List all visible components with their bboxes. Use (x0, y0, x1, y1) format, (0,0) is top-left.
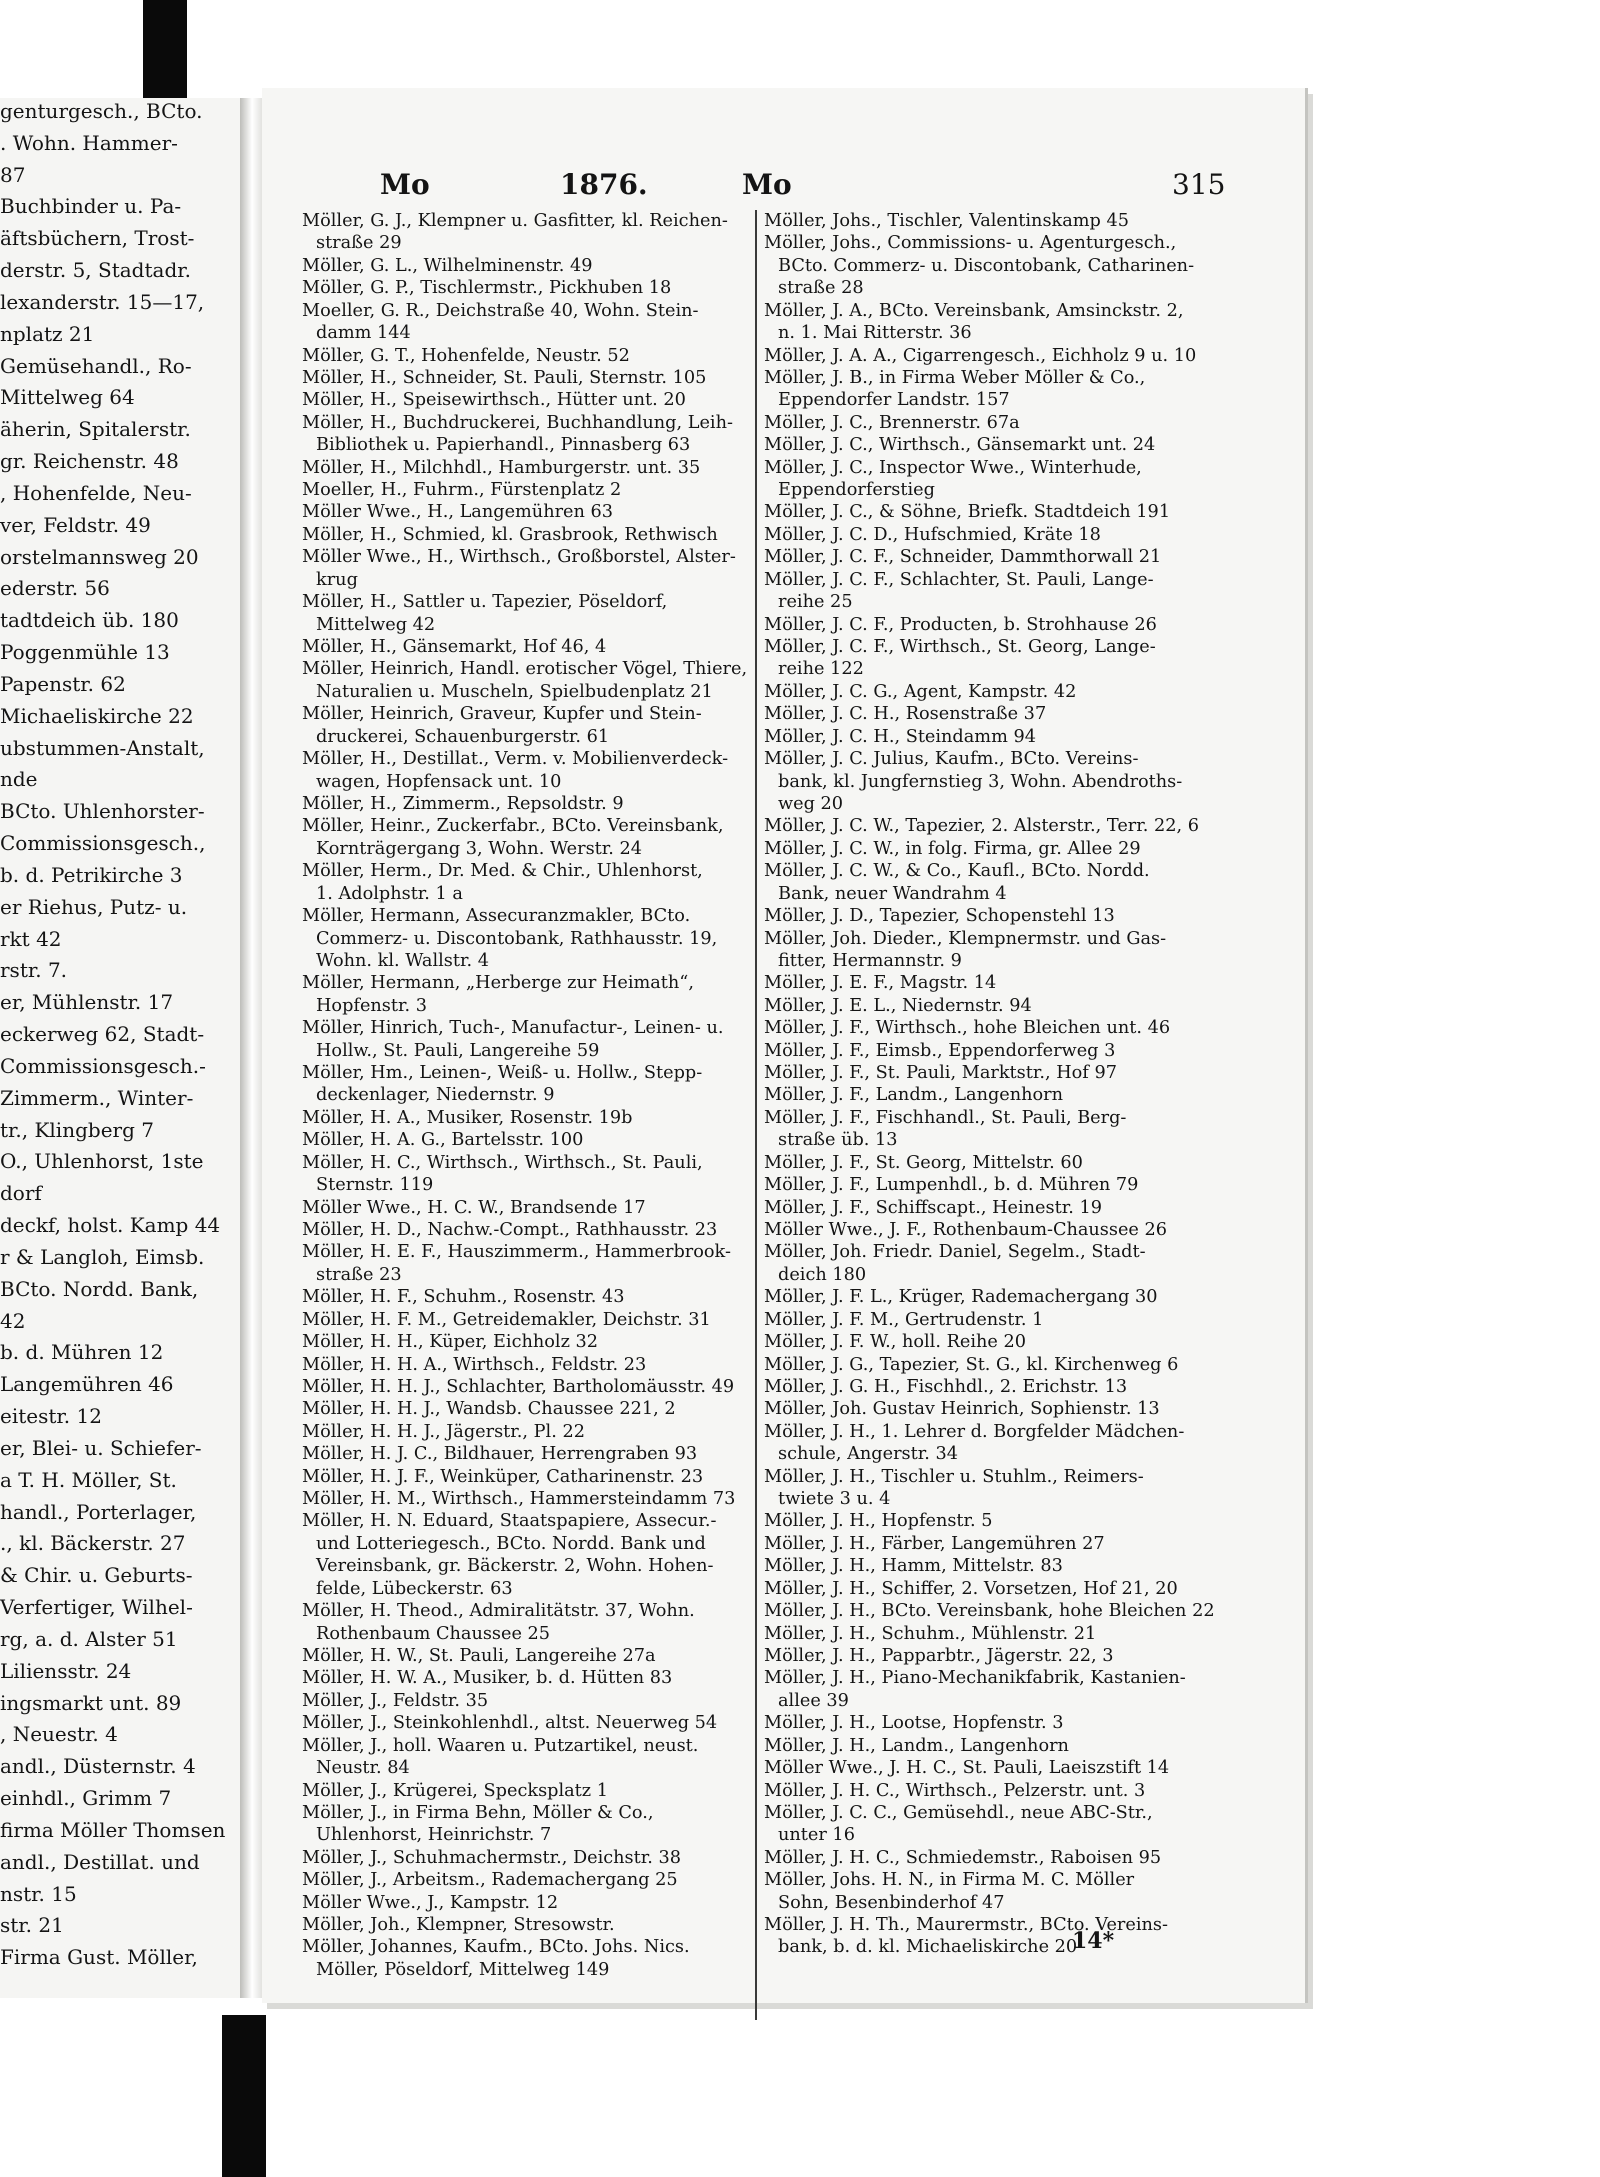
page-edge-dark-top (143, 0, 187, 98)
directory-entry: Möller, Joh., Klempner, Stresowstr. (302, 1915, 615, 1936)
entry-continuation: druckerei, Schauenburgerstr. 61 (316, 726, 610, 747)
left-page-line: Zimmerm., Winter- (0, 1086, 194, 1110)
directory-entry: Möller, J. C. F., Schlachter, St. Pauli, Lange- (764, 569, 1154, 590)
directory-entry: Möller, H. F. M., Getreidemakler, Deichstr. 31 (302, 1309, 711, 1330)
left-page-line: Gemüsehandl., Ro- (0, 354, 192, 378)
directory-entry: Möller, H. H., Küper, Eichholz 32 (302, 1332, 599, 1353)
directory-entry: Möller, J. H., Schiffer, 2. Vorsetzen, Hof 21, 20 (764, 1578, 1178, 1599)
entry-continuation: Kornträgergang 3, Wohn. Werstr. 24 (316, 838, 643, 859)
directory-entry: Möller, H., Destillat., Verm. v. Mobilienverdeck- (302, 749, 729, 770)
directory-entry: Möller, J. C. F., Producten, b. Strohhause 26 (764, 614, 1157, 635)
directory-entry: Möller, J. F., Wirthsch., hohe Bleichen unt. 46 (764, 1018, 1171, 1039)
entry-continuation: und Lotteriegesch., BCto. Nordd. Bank und (316, 1533, 706, 1554)
directory-entry: Möller, Joh. Friedr. Daniel, Segelm., Stadt- (764, 1242, 1146, 1263)
directory-entry: Möller, J. C., Wirthsch., Gänsemarkt unt. 24 (764, 435, 1156, 456)
directory-entry: Möller, J. C. H., Steindamm 94 (764, 726, 1036, 747)
directory-entry: Möller, Joh. Gustav Heinrich, Sophienstr. 13 (764, 1399, 1160, 1420)
left-page-line: Verfertiger, Wilhel- (0, 1595, 193, 1619)
entry-continuation: BCto. Commerz- u. Discontobank, Catharinen- (778, 255, 1195, 276)
left-page-line: orstelmannsweg 20 (0, 545, 199, 569)
directory-entry: Möller Wwe., H., Wirthsch., Großborstel, Alster- (302, 547, 736, 568)
directory-page (262, 88, 1308, 2003)
directory-entry: Möller, J. H., Hopfenstr. 5 (764, 1511, 993, 1532)
left-page-line: Papenstr. 62 (0, 672, 126, 696)
left-page-line: Langemühren 46 (0, 1372, 174, 1396)
entry-continuation: Commerz- u. Discontobank, Rathhausstr. 19, (316, 928, 718, 949)
entry-continuation: bank, kl. Jungfernstieg 3, Wohn. Abendroths- (778, 771, 1183, 792)
left-page-line: BCto. Uhlenhorster- (0, 799, 205, 823)
directory-entry: Möller, G. L., Wilhelminenstr. 49 (302, 255, 593, 276)
entry-continuation: krug (316, 569, 358, 590)
directory-entry: Möller, J. F. W., holl. Reihe 20 (764, 1332, 1026, 1353)
directory-entry: Möller, H., Sattler u. Tapezier, Pöseldorf, (302, 592, 668, 613)
entry-continuation: deich 180 (778, 1264, 867, 1285)
directory-entry: Möller, J. C. C., Gemüsehdl., neue ABC-Str., (764, 1802, 1153, 1823)
left-page-line: einhdl., Grimm 7 (0, 1786, 172, 1810)
directory-entry: Möller, J. F., Fischhandl., St. Pauli, Berg- (764, 1107, 1127, 1128)
entry-continuation: fitter, Hermannstr. 9 (778, 950, 962, 971)
left-page-line: äherin, Spitalerstr. (0, 417, 191, 441)
directory-entry: Möller, J. C. W., in folg. Firma, gr. Allee 29 (764, 838, 1141, 859)
directory-entry: Möller Wwe., J. F., Rothenbaum-Chaussee 26 (764, 1219, 1168, 1240)
directory-entry: Möller, J. C. D., Hufschmied, Kräte 18 (764, 524, 1101, 545)
left-page-line: nde (0, 767, 38, 791)
directory-entry: Möller, J. F., Schiffscapt., Heinestr. 19 (764, 1197, 1102, 1218)
left-page-line: BCto. Nordd. Bank, (0, 1277, 199, 1301)
entry-continuation: Sternstr. 119 (316, 1175, 434, 1196)
header-left-word: Mo (380, 168, 430, 201)
entry-continuation: Eppendorfer Landstr. 157 (778, 390, 1010, 411)
left-page-line: tr., Klingberg 7 (0, 1118, 154, 1142)
entry-continuation: Vereinsbank, gr. Bäckerstr. 2, Wohn. Hohen- (316, 1556, 714, 1577)
directory-entry: Möller, J. F. L., Krüger, Rademachergang 30 (764, 1287, 1158, 1308)
directory-entry: Möller, H. H. A., Wirthsch., Feldstr. 23 (302, 1354, 647, 1375)
directory-entry: Möller Wwe., J., Kampstr. 12 (302, 1892, 559, 1913)
directory-entry: Möller, Hinrich, Tuch-, Manufactur-, Leinen- u. (302, 1018, 724, 1039)
directory-entry: Möller, J. C. H., Rosenstraße 37 (764, 704, 1047, 725)
left-page-line: eckerweg 62, Stadt- (0, 1022, 205, 1046)
directory-entry: Möller, Joh. Dieder., Klempnermstr. und Gas- (764, 928, 1167, 949)
left-page-line: er Riehus, Putz- u. (0, 895, 188, 919)
left-column (302, 210, 752, 1981)
directory-entry: Möller, H. M., Wirthsch., Hammersteindamm 73 (302, 1489, 736, 1510)
entry-continuation: Hopfenstr. 3 (316, 995, 427, 1016)
directory-entry: Möller, H. W. A., Musiker, b. d. Hütten 83 (302, 1668, 673, 1689)
directory-entry: Möller, H. Theod., Admiralitätstr. 37, Wohn. (302, 1601, 695, 1622)
left-page-line: nstr. 15 (0, 1882, 77, 1906)
directory-entry: Möller, G. T., Hohenfelde, Neustr. 52 (302, 345, 630, 366)
book-gutter (240, 98, 262, 1998)
directory-entry: Möller, J., Feldstr. 35 (302, 1690, 489, 1711)
directory-entry: Möller Wwe., H. C. W., Brandsende 17 (302, 1197, 646, 1218)
left-page-line: r & Langloh, Eimsb. (0, 1245, 205, 1269)
directory-entry: Möller, J. F., Lumpenhdl., b. d. Mühren 79 (764, 1175, 1139, 1196)
entry-continuation: straße 29 (316, 233, 402, 254)
directory-entry: Möller, J. H., Piano-Mechanikfabrik, Kastanien- (764, 1668, 1186, 1689)
left-page-line: ubstummen-Anstalt, (0, 736, 205, 760)
left-page-line: rkt 42 (0, 927, 62, 951)
directory-entry: Möller, J., Steinkohlenhdl., altst. Neuerweg 54 (302, 1713, 718, 1734)
directory-entry: Möller, J. A. A., Cigarrengesch., Eichholz 9 u. 10 (764, 345, 1197, 366)
header-year: 1876. (560, 168, 648, 201)
directory-entry: Möller, Hm., Leinen-, Weiß- u. Hollw., Stepp- (302, 1063, 703, 1084)
directory-entry: Möller, H. J. F., Weinküper, Catharinenstr. 23 (302, 1466, 704, 1487)
directory-entry: Möller, Hermann, Assecuranzmakler, BCto. (302, 906, 691, 927)
directory-entry: Möller, J. C., & Söhne, Briefk. Stadtdeich 191 (764, 502, 1171, 523)
entry-continuation: 1. Adolphstr. 1 a (316, 883, 463, 904)
left-page-line: 87 (0, 163, 26, 187)
directory-entry: Möller, H. H. J., Wandsb. Chaussee 221, 2 (302, 1399, 676, 1420)
left-page-line: er, Blei- u. Schiefer- (0, 1436, 202, 1460)
directory-entry: Möller, H., Schneider, St. Pauli, Sternstr. 105 (302, 367, 707, 388)
directory-entry: Möller, Heinrich, Handl. erotischer Vögel, Thiere, (302, 659, 748, 680)
entry-continuation: Eppendorferstieg (778, 480, 935, 501)
entry-continuation: unter 16 (778, 1825, 855, 1846)
directory-entry: Möller, G. P., Tischlermstr., Pickhuben 18 (302, 278, 672, 299)
directory-entry: Möller, G. J., Klempner u. Gasfitter, kl. Reichen- (302, 211, 728, 231)
directory-entry: Möller, Johs., Commissions- u. Agenturgesch., (764, 233, 1177, 254)
directory-entry: Möller, J. F., Eimsb., Eppendorferweg 3 (764, 1040, 1116, 1061)
directory-entry: Möller, J., in Firma Behn, Möller & Co., (302, 1802, 654, 1823)
left-page-line: Buchbinder u. Pa- (0, 194, 182, 218)
directory-entry: Möller, J. D., Tapezier, Schopenstehl 13 (764, 906, 1115, 927)
entry-continuation: Möller, Pöseldorf, Mittelweg 149 (316, 1959, 610, 1980)
directory-entry: Möller, J. H., Lootse, Hopfenstr. 3 (764, 1713, 1064, 1734)
directory-entry: Möller, Johannes, Kaufm., BCto. Johs. Nics. (302, 1937, 690, 1958)
directory-entry: Möller, J. F., St. Pauli, Marktstr., Hof 97 (764, 1063, 1117, 1084)
directory-entry: Möller, H., Schmied, kl. Grasbrook, Rethwisch (302, 524, 718, 545)
entry-continuation: n. 1. Mai Ritterstr. 36 (778, 323, 972, 344)
left-page-line: 42 (0, 1309, 26, 1333)
entry-continuation: felde, Lübeckerstr. 63 (316, 1578, 513, 1599)
entry-continuation: Wohn. kl. Wallstr. 4 (316, 950, 489, 971)
column-divider (755, 210, 757, 2020)
directory-entry: Möller, Heinr., Zuckerfabr., BCto. Vereinsbank, (302, 816, 724, 837)
left-page-line: b. d. Petrikirche 3 (0, 863, 183, 887)
directory-entry: Möller, J. C. W., & Co., Kaufl., BCto. Nordd. (764, 861, 1150, 882)
directory-entry: Möller, H. J. C., Bildhauer, Herrengraben 93 (302, 1444, 698, 1465)
left-page-line: , Hohenfelde, Neu- (0, 481, 192, 505)
directory-entry: Möller, J., Krügerei, Specksplatz 1 (302, 1780, 608, 1801)
left-page-line: rg, a. d. Alster 51 (0, 1627, 178, 1651)
directory-entry: Möller, J. C. F., Wirthsch., St. Georg, Lange- (764, 637, 1156, 658)
entry-continuation: weg 20 (778, 793, 844, 814)
directory-entry: Möller Wwe., H., Langemühren 63 (302, 502, 614, 523)
left-page-line: derstr. 5, Stadtadr. (0, 258, 191, 282)
entry-continuation: straße 28 (778, 278, 864, 299)
left-page-line: ., kl. Bäckerstr. 27 (0, 1531, 186, 1555)
left-page-line: ver, Feldstr. 49 (0, 513, 151, 537)
directory-entry: Möller, J. H. C., Schmiedemstr., Raboisen 95 (764, 1847, 1162, 1868)
signature-mark: 14* (1072, 1928, 1115, 1954)
left-page-line: & Chir. u. Geburts- (0, 1563, 193, 1587)
left-page-line: . Wohn. Hammer- (0, 131, 178, 155)
directory-entry: Möller, J. G. H., Fischhdl., 2. Erichstr. 13 (764, 1376, 1128, 1397)
entry-continuation: reihe 25 (778, 592, 853, 613)
directory-entry: Möller, J. C. Julius, Kaufm., BCto. Vereins- (764, 749, 1139, 770)
directory-entry: Möller, H., Zimmerm., Repsoldstr. 9 (302, 793, 624, 814)
running-header (262, 168, 1305, 208)
directory-entry: Möller, H. A. G., Bartelsstr. 100 (302, 1130, 584, 1151)
directory-entry: Möller, J. H., Färber, Langemühren 27 (764, 1533, 1105, 1554)
entry-continuation: damm 144 (316, 323, 411, 344)
left-page-line: ederstr. 56 (0, 576, 110, 600)
entry-continuation: reihe 122 (778, 659, 864, 680)
directory-entry: Möller, J. C. W., Tapezier, 2. Alsterstr., Terr. 22, 6 (764, 816, 1200, 837)
left-page-line: ingsmarkt unt. 89 (0, 1691, 182, 1715)
entry-continuation: Bank, neuer Wandrahm 4 (778, 883, 1007, 904)
directory-entry: Möller, J. H., 1. Lehrer d. Borgfelder Mädchen- (764, 1421, 1185, 1442)
directory-entry: Möller, J., Schuhmachermstr., Deichstr. 38 (302, 1847, 681, 1868)
directory-entry: Möller, J. E. L., Niedernstr. 94 (764, 995, 1032, 1016)
directory-entry: Möller, J. B., in Firma Weber Möller & Co., (764, 367, 1146, 388)
directory-entry: Möller, J. C. G., Agent, Kampstr. 42 (764, 681, 1077, 702)
directory-entry: Möller, J. H. C., Wirthsch., Pelzerstr. unt. 3 (764, 1780, 1146, 1801)
directory-entry: Möller, J. F., St. Georg, Mittelstr. 60 (764, 1152, 1083, 1173)
entry-continuation: Sohn, Besenbinderhof 47 (778, 1892, 1005, 1913)
left-page-line: Michaeliskirche 22 (0, 704, 194, 728)
directory-entry: Möller, J. H., Schuhm., Mühlenstr. 21 (764, 1623, 1097, 1644)
left-page-line: Liliensstr. 24 (0, 1659, 132, 1683)
left-page-line: firma Möller Thomsen (0, 1818, 226, 1842)
directory-entry: Möller, J. E. F., Magstr. 14 (764, 973, 997, 994)
left-page-fragment (0, 98, 242, 1998)
left-page-line: deckf, holst. Kamp 44 (0, 1213, 221, 1237)
entry-continuation: Neustr. 84 (316, 1758, 410, 1779)
page-number: 315 (1172, 168, 1226, 201)
directory-entry: Möller, J. H., Landm., Langenhorn (764, 1735, 1069, 1756)
left-page-line: Mittelweg 64 (0, 385, 135, 409)
left-page-line: lexanderstr. 15—17, (0, 290, 205, 314)
directory-entry: Möller, H., Speisewirthsch., Hütter unt. 20 (302, 390, 686, 411)
left-page-line: b. d. Mühren 12 (0, 1340, 164, 1364)
directory-entry: Möller, Johs. H. N., in Firma M. C. Möller (764, 1870, 1135, 1891)
directory-entry: Möller, J. F., Landm., Langenhorn (764, 1085, 1064, 1106)
directory-entry: Möller, J. G., Tapezier, St. G., kl. Kirchenweg 6 (764, 1354, 1179, 1375)
left-page-line: genturgesch., BCto. (0, 99, 203, 123)
directory-entry: Möller, H. E. F., Hauszimmerm., Hammerbrook- (302, 1242, 731, 1263)
entry-continuation: straße 23 (316, 1264, 402, 1285)
directory-entry: Möller, Heinrich, Graveur, Kupfer und Stein- (302, 704, 702, 725)
directory-entry: Möller, J. H., BCto. Vereinsbank, hohe Bleichen 22 (764, 1601, 1215, 1622)
directory-entry: Möller, H., Gänsemarkt, Hof 46, 4 (302, 637, 607, 658)
entry-continuation: Hollw., St. Pauli, Langereihe 59 (316, 1040, 600, 1061)
entry-continuation: straße üb. 13 (778, 1130, 898, 1151)
directory-entry: Möller, H., Buchdruckerei, Buchhandlung, Leih- (302, 412, 733, 433)
left-page-line: äftsbüchern, Trost- (0, 226, 195, 250)
directory-entry: Möller, H. W., St. Pauli, Langereihe 27a (302, 1646, 656, 1666)
directory-entry: Möller, Hermann, „Herberge zur Heimath“, (302, 973, 694, 994)
left-page-line: nplatz 21 (0, 322, 95, 346)
directory-entry: Möller, H. D., Nachw.-Compt., Rathhausstr. 23 (302, 1219, 718, 1240)
directory-entry: Möller, Herm., Dr. Med. & Chir., Uhlenhorst, (302, 861, 703, 882)
directory-entry: Möller, J. C. F., Schneider, Dammthorwall 21 (764, 547, 1162, 568)
directory-entry: Möller, H. A., Musiker, Rosenstr. 19b (302, 1107, 633, 1128)
directory-entry: Möller Wwe., J. H. C., St. Pauli, Laeiszstift 14 (764, 1758, 1170, 1779)
entry-continuation: Mittelweg 42 (316, 614, 436, 635)
left-page-line: handl., Porterlager, (0, 1500, 197, 1524)
right-column (764, 210, 1244, 1959)
directory-entry: Möller, J. F. M., Gertrudenstr. 1 (764, 1309, 1044, 1330)
left-page-line: eitestr. 12 (0, 1404, 102, 1428)
directory-entry: Möller, H. H. J., Schlachter, Bartholomäusstr. 49 (302, 1376, 735, 1397)
directory-entry: Möller, H. H. J., Jägerstr., Pl. 22 (302, 1421, 585, 1442)
directory-entry: Möller, J., Arbeitsm., Rademachergang 25 (302, 1870, 678, 1891)
left-page-line: andl., Destillat. und (0, 1850, 200, 1874)
entry-continuation: Uhlenhorst, Heinrichstr. 7 (316, 1825, 552, 1846)
directory-entry: Möller, J. H. Th., Maurermstr., BCto. Vereins- (764, 1915, 1168, 1936)
left-page-line: Poggenmühle 13 (0, 640, 170, 664)
left-page-line: str. 21 (0, 1913, 64, 1937)
directory-entry: Möller, H., Milchhdl., Hamburgerstr. unt. 35 (302, 457, 701, 478)
directory-entry: Möller, H. F., Schuhm., Rosenstr. 43 (302, 1287, 625, 1308)
entry-continuation: twiete 3 u. 4 (778, 1489, 891, 1510)
left-page-line: O., Uhlenhorst, 1ste (0, 1149, 204, 1173)
directory-entry: Moeller, H., Fuhrm., Fürstenplatz 2 (302, 480, 622, 501)
directory-entry: Möller, J. C., Inspector Wwe., Winterhude, (764, 457, 1142, 478)
left-page-line: er, Mühlenstr. 17 (0, 990, 174, 1014)
left-page-line: gr. Reichenstr. 48 (0, 449, 179, 473)
left-page-line: andl., Düsternstr. 4 (0, 1754, 196, 1778)
directory-entry: Möller, J. H., Hamm, Mittelstr. 83 (764, 1556, 1063, 1577)
entry-continuation: Naturalien u. Muscheln, Spielbudenplatz 21 (316, 681, 713, 702)
left-page-line: tadtdeich üb. 180 (0, 608, 179, 632)
left-page-line: Commissionsgesch.- (0, 1054, 206, 1078)
left-page-line: dorf (0, 1181, 42, 1205)
entry-continuation: deckenlager, Niedernstr. 9 (316, 1085, 555, 1106)
header-right-word: Mo (742, 168, 792, 201)
page-edge-dark-bottom (222, 2015, 266, 2177)
entry-continuation: allee 39 (778, 1690, 849, 1711)
directory-entry: Möller, J. A., BCto. Vereinsbank, Amsinckstr. 2, (764, 300, 1184, 321)
directory-entry: Möller, Johs., Tischler, Valentinskamp 45 (764, 211, 1130, 231)
entry-continuation: bank, b. d. kl. Michaeliskirche 20 (778, 1937, 1078, 1958)
left-page-line: a T. H. Möller, St. (0, 1468, 177, 1492)
entry-continuation: Rothenbaum Chaussee 25 (316, 1623, 551, 1644)
left-page-line: Commissionsgesch., (0, 831, 206, 855)
left-page-line: Firma Gust. Möller, (0, 1945, 198, 1969)
directory-entry: Möller, J. H., Papparbtr., Jägerstr. 22, 3 (764, 1646, 1114, 1666)
directory-entry: Möller, H. N. Eduard, Staatspapiere, Assecur.- (302, 1511, 717, 1532)
entry-continuation: wagen, Hopfensack unt. 10 (316, 771, 562, 792)
directory-entry: Möller, H. C., Wirthsch., Wirthsch., St. Pauli, (302, 1152, 703, 1173)
directory-entry: Möller, J. H., Tischler u. Stuhlm., Reimers- (764, 1466, 1144, 1487)
directory-entry: Möller, J. C., Brennerstr. 67a (764, 412, 1020, 433)
left-page-line: rstr. 7. (0, 958, 68, 982)
left-page-line: , Neuestr. 4 (0, 1722, 118, 1746)
directory-entry: Moeller, G. R., Deichstraße 40, Wohn. Stein- (302, 300, 699, 321)
entry-continuation: Bibliothek u. Papierhandl., Pinnasberg 63 (316, 435, 691, 456)
directory-entry: Möller, J., holl. Waaren u. Putzartikel, neust. (302, 1735, 699, 1756)
entry-continuation: schule, Angerstr. 34 (778, 1444, 958, 1465)
